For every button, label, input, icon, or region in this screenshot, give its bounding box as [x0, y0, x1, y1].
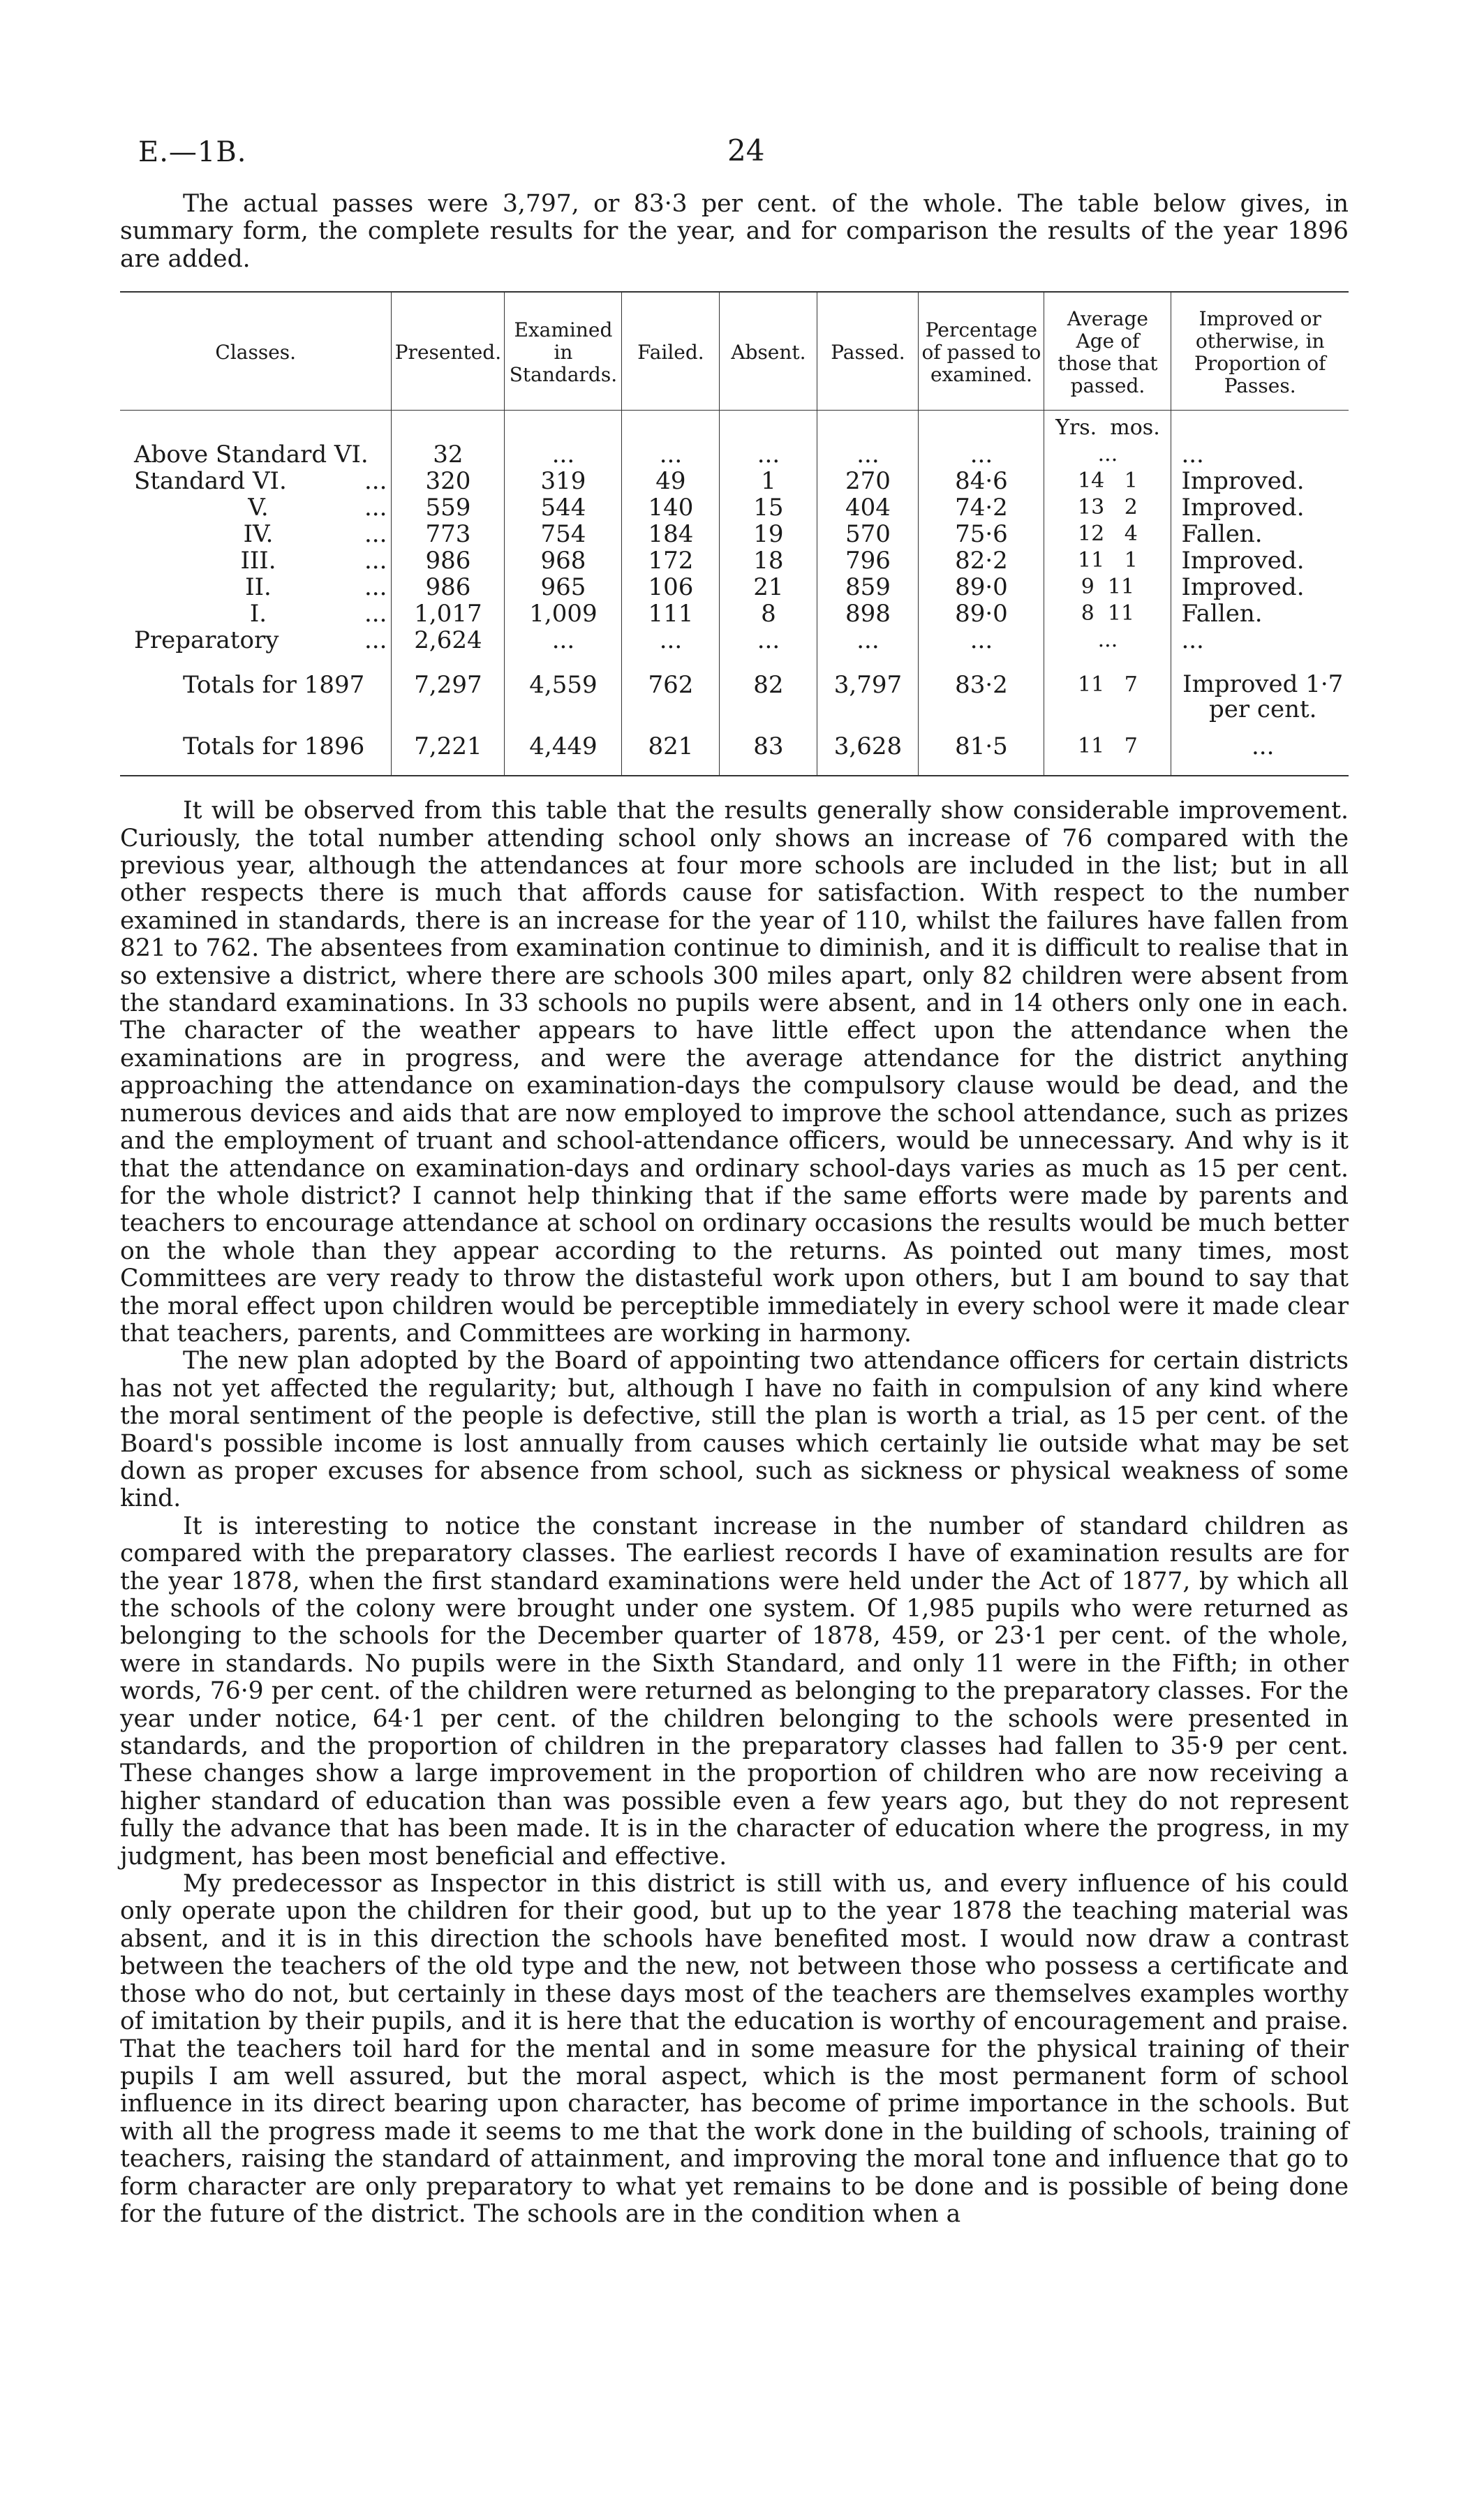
failed-cell: 106 [622, 574, 720, 600]
passed-cell: 404 [817, 494, 919, 521]
leader-dots: ... [364, 547, 387, 575]
remark-cell: ... [1171, 728, 1349, 776]
remark-cell: ... [1171, 627, 1349, 654]
presented-cell: 1,017 [392, 600, 505, 627]
class-cell [120, 547, 392, 574]
table-row [120, 441, 1349, 468]
examined-cell: 319 [505, 468, 622, 494]
remark-cell: Improved. [1171, 494, 1349, 521]
age-cell: 11 7 [1044, 728, 1171, 776]
percent-cell: 81·5 [919, 728, 1044, 776]
examined-cell: ... [505, 441, 622, 468]
spacer-cell [1044, 654, 1171, 666]
remark-cell: Improved 1·7 per cent. [1171, 666, 1349, 728]
class-label: Above Standard VI. [134, 441, 369, 469]
examined-cell: 544 [505, 494, 622, 521]
col-failed: Failed. [622, 292, 720, 411]
examined-cell: ... [505, 627, 622, 654]
page [120, 129, 1349, 2228]
col-passed: Passed. [817, 292, 919, 411]
absent-cell: 82 [720, 666, 817, 728]
col-classes: Classes. [120, 292, 392, 411]
failed-cell: 49 [622, 468, 720, 494]
remark-cell: ... [1171, 441, 1349, 468]
failed-cell: 762 [622, 666, 720, 728]
spacer-cell [817, 654, 919, 666]
class-cell [120, 521, 392, 547]
totals-row [120, 666, 1349, 728]
passed-cell: ... [817, 441, 919, 468]
passed-cell: 898 [817, 600, 919, 627]
absent-cell: ... [720, 441, 817, 468]
percent-cell: ... [919, 441, 1044, 468]
remark-cell: Improved. [1171, 547, 1349, 574]
totals-label: Totals for 1896 [183, 732, 365, 761]
class-cell [120, 574, 392, 600]
failed-cell: 184 [622, 521, 720, 547]
spacer-cell [919, 654, 1044, 666]
passed-cell: 270 [817, 468, 919, 494]
intro-paragraph: The actual passes were 3,797, or 83·3 per cent. of the whole. The table below gives, in summary form, the complete results for the year, and for comparison the results of the year 1896 are added. [120, 190, 1349, 273]
table-row [120, 468, 1349, 494]
body-paragraph: The new plan adopted by the Board of appointing two attendance officers for certain districts has not yet affected the regularity; but, although I have no faith in compulsion of any kind where the moral sentiment of the people is defective, still the plan is worth a trial, as 15 per cent. of the Board's possible income is lost annually from causes which certainly lie outside what may be set down as proper excuses for absence from school, such as sickness or physical weakness of some kind. [120, 1347, 1349, 1513]
spacer-cell [622, 654, 720, 666]
absent-cell: ... [720, 627, 817, 654]
remark-cell: Fallen. [1171, 521, 1349, 547]
passed-cell: 859 [817, 574, 919, 600]
remark-cell: Improved. [1171, 574, 1349, 600]
class-label: Preparatory [134, 626, 279, 655]
class-cell [120, 627, 392, 654]
class-label: V. [248, 494, 269, 522]
absent-cell: 19 [720, 521, 817, 547]
percent-cell: 89·0 [919, 600, 1044, 627]
body-paragraph: My predecessor as Inspector in this district is still with us, and every influence of his could only operate upon the children for their good, but up to the year 1878 the teaching material was absent, and it is in this direction the schools have benefited most. I would now draw a contrast between the teachers of the old type and the new, not between those who possess a certificate and those who do not, but certainly in these days most of the teachers are themselves examples worthy of imitation by their pupils, and it is here that the education is worthy of encouragement and praise. That the teachers toil hard for the mental and in some measure for the physical training of their pupils I am well assured, but the moral aspect, which is the most permanent form of school influence in its direct bearing upon character, has become of prime importance in the schools. But with all the progress made it seems to me that the work done in the building of schools, training of teachers, raising the standard of attainment, and improving the moral tone and influence that go to form character are only preparatory to what yet remains to be done and is possible of being done for the future of the district. The schools are in the condition when a [120, 1870, 1349, 2228]
age-cell: 11 7 [1044, 666, 1171, 728]
examined-cell: 4,449 [505, 728, 622, 776]
spacer-cell [120, 654, 392, 666]
results-table [120, 291, 1349, 776]
spacer-cell [505, 654, 622, 666]
presented-cell: 986 [392, 574, 505, 600]
age-cell: ... [1044, 441, 1171, 468]
spacer-cell [1171, 654, 1349, 666]
class-cell [120, 600, 392, 627]
col-improved: Improved or otherwise, in Proportion of Passes. [1171, 292, 1349, 411]
page-number: 24 [727, 133, 765, 168]
failed-cell: ... [622, 627, 720, 654]
col-absent: Absent. [720, 292, 817, 411]
age-cell: 8 11 [1044, 600, 1171, 627]
failed-cell: ... [622, 441, 720, 468]
body-paragraph: It is interesting to notice the constant increase in the number of standard children as compared with the preparatory classes. The earliest records I have of examination results are for the year 1878, when the first standard examinations were held under the Act of 1877, by which all the schools of the colony were brought under one system. Of 1,985 pupils who were returned as belonging to the schools for the December quarter of 1878, 459, or 23·1 per cent. of the whole, were in standards. No pupils were in the Sixth Standard, and only 11 were in the Fifth; in other words, 76·9 per cent. of the children were returned as belonging to the preparatory classes. For the year under notice, 64·1 per cent. of the children belonging to the schools were presented in standards, and the proportion of children in the preparatory classes had fallen to 35·9 per cent. These changes show a large improvement in the proportion of children who are now receiving a higher standard of education than was possible even a few years ago, but they do not represent fully the advance that has been made. It is in the character of education where the progress, in my judgment, has been most beneficial and effective. [120, 1512, 1349, 1871]
table-row [120, 521, 1349, 547]
presented-cell: 559 [392, 494, 505, 521]
failed-cell: 111 [622, 600, 720, 627]
age-cell: ... [1044, 627, 1171, 654]
absent-cell: 21 [720, 574, 817, 600]
class-cell [120, 441, 392, 468]
col-examined: Examined in Standards. [505, 292, 622, 411]
leader-dots: ... [364, 626, 387, 655]
col-percentage: Percentage of passed to examined. [919, 292, 1044, 411]
percent-cell: 89·0 [919, 574, 1044, 600]
absent-cell: 83 [720, 728, 817, 776]
failed-cell: 140 [622, 494, 720, 521]
table-header-row [120, 292, 1349, 411]
percent-cell: 83·2 [919, 666, 1044, 728]
passed-cell: 796 [817, 547, 919, 574]
presented-cell: 986 [392, 547, 505, 574]
absent-cell: 18 [720, 547, 817, 574]
examined-cell: 1,009 [505, 600, 622, 627]
presented-cell: 7,221 [392, 728, 505, 776]
passed-cell: 570 [817, 521, 919, 547]
table-row [120, 574, 1349, 600]
examined-cell: 965 [505, 574, 622, 600]
class-cell [120, 468, 392, 494]
table-row [120, 547, 1349, 574]
class-label: III. [240, 547, 276, 575]
absent-cell: 1 [720, 468, 817, 494]
age-cell: 14 1 [1044, 468, 1171, 494]
table-row [120, 627, 1349, 654]
page-header [120, 129, 1349, 178]
percent-cell: ... [919, 627, 1044, 654]
table-row [120, 600, 1349, 627]
leader-dots: ... [364, 600, 387, 628]
age-cell: 13 2 [1044, 494, 1171, 521]
remark-cell: Fallen. [1171, 600, 1349, 627]
totals-label: Totals for 1897 [183, 671, 365, 700]
class-label: I. [249, 600, 267, 628]
percent-cell: 84·6 [919, 468, 1044, 494]
presented-cell: 320 [392, 468, 505, 494]
percent-cell: 82·2 [919, 547, 1044, 574]
passed-cell: ... [817, 627, 919, 654]
absent-cell: 8 [720, 600, 817, 627]
examined-cell: 754 [505, 521, 622, 547]
body-paragraph: It will be observed from this table that the results generally show considerable improvement. Curiously, the total number attending school only shows an increase of 76 compared with the previous year, although the attendances at four more schools are included in the list; but in all other respects there is much that affords cause for satisfaction. With respect to the number examined in standards, there is an increase for the year of 110, whilst the failures have fallen from 821 to 762. The absentees from examination continue to diminish, and it is difficult to realise that in so extensive a district, where there are schools 300 miles apart, only 82 children were absent from the standard examinations. In 33 schools no pupils were absent, and in 14 others only one in each. The character of the weather appears to have little effect upon the attendance when the examinations are in progress, and were the average attendance for the district anything approaching the attendance on examination-days the compulsory clause would be dead, and the numerous devices and aids that are now employed to improve the school attendance, such as prizes and the employment of truant and school-attendance officers, would be unnecessary. And why is it that the attendance on examination-days and ordinary school-days varies as much as 15 per cent. for the whole district? I cannot help thinking that if the same efforts were made by parents and teachers to encourage attendance at school on ordinary occasions the results would be much better on the whole than they appear according to the returns. As pointed out many times, most Committees are very ready to throw the distasteful work upon others, but I am bound to say that the moral effect upon children would be perceptible immediately in every school were it made clear that teachers, parents, and Committees are working in harmony. [120, 797, 1349, 1348]
age-cell: 11 1 [1044, 547, 1171, 574]
age-cell: 12 4 [1044, 521, 1171, 547]
examined-cell: 968 [505, 547, 622, 574]
class-label: Standard VI. [134, 467, 287, 496]
class-label: IV. [243, 520, 274, 549]
failed-cell: 172 [622, 547, 720, 574]
units-row [120, 411, 1349, 442]
spacer-row [120, 654, 1349, 666]
age-cell: 9 11 [1044, 574, 1171, 600]
percent-cell: 75·6 [919, 521, 1044, 547]
spacer-cell [392, 654, 505, 666]
remark-cell: Improved. [1171, 468, 1349, 494]
col-presented: Presented. [392, 292, 505, 411]
examined-cell: 4,559 [505, 666, 622, 728]
spacer-cell [720, 654, 817, 666]
totals-row [120, 728, 1349, 776]
passed-cell: 3,797 [817, 666, 919, 728]
col-average-age: Average Age of those that passed. [1044, 292, 1171, 411]
leader-dots: ... [364, 573, 387, 602]
presented-cell: 7,297 [392, 666, 505, 728]
age-units: Yrs. mos. [1044, 411, 1171, 442]
table-row [120, 494, 1349, 521]
class-label: II. [245, 573, 272, 602]
absent-cell: 15 [720, 494, 817, 521]
presented-cell: 2,624 [392, 627, 505, 654]
leader-dots: ... [364, 494, 387, 522]
leader-dots: ... [364, 467, 387, 496]
presented-cell: 32 [392, 441, 505, 468]
percent-cell: 74·2 [919, 494, 1044, 521]
document-reference: E.—1B. [138, 136, 247, 168]
leader-dots: ... [364, 520, 387, 549]
class-cell [120, 494, 392, 521]
passed-cell: 3,628 [817, 728, 919, 776]
presented-cell: 773 [392, 521, 505, 547]
failed-cell: 821 [622, 728, 720, 776]
